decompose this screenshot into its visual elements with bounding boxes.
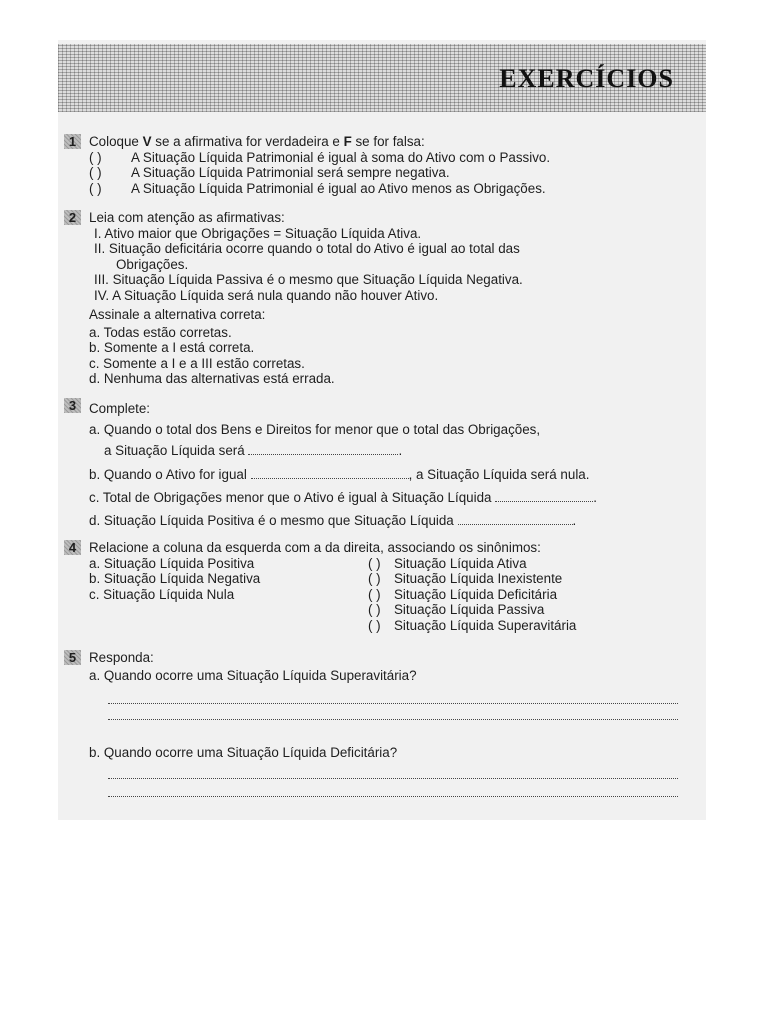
statement: Obrigações. <box>116 256 189 272</box>
fill-blank[interactable] <box>495 492 593 502</box>
question-number: 1 <box>64 134 81 149</box>
question-4 <box>64 540 704 633</box>
option[interactable]: b. Somente a I está correta. <box>89 340 255 355</box>
question-3 <box>64 398 704 531</box>
item-text: A Situação Líquida Patrimonial é igual ao Ativo menos as Obrigações. <box>131 180 546 196</box>
question-5b: b. Quando ocorre uma Situação Líquida Deficitária? <box>89 745 398 760</box>
punctuation: . <box>593 490 597 505</box>
tf-item <box>64 150 704 166</box>
item-text: Situação Líquida Passiva <box>394 602 545 617</box>
item-text: Situação Líquida Superavitária <box>394 617 577 633</box>
option[interactable]: d. Nenhuma das alternativas está errada. <box>89 371 335 386</box>
answer-line[interactable] <box>108 703 678 704</box>
option[interactable]: a. Todas estão corretas. <box>89 324 232 340</box>
answer-blank[interactable]: ( ) <box>89 180 102 196</box>
punctuation: . <box>398 443 403 458</box>
answer-line[interactable] <box>108 778 678 779</box>
left-column-item: b. Situação Líquida Negativa <box>89 571 261 586</box>
right-column <box>368 556 576 634</box>
statement: I. Ativo maior que Obrigações = Situação Líquida Ativa. <box>94 225 422 241</box>
answer-blank[interactable]: ( ) <box>368 617 381 633</box>
answer-blank[interactable]: ( ) <box>89 165 102 180</box>
item-text: c. Total de Obrigações menor que o Ativo é igual à Situação Líquida <box>89 490 492 505</box>
punctuation: . <box>572 513 577 528</box>
prompt-text: Complete: <box>89 401 151 416</box>
exercise-page <box>58 40 706 820</box>
prompt-text: se a afirmativa for verdadeira e <box>151 134 344 149</box>
question-number: 2 <box>64 210 81 225</box>
question-5a: a. Quando ocorre uma Situação Líquida Superavitária? <box>89 667 417 683</box>
item-text: a Situação Líquida será <box>104 443 245 458</box>
fill-blank[interactable] <box>251 469 409 479</box>
prompt-text: Leia com atenção as afirmativas: <box>89 210 285 225</box>
answer-blank[interactable]: ( ) <box>89 149 102 165</box>
item-text: d. Situação Líquida Positiva é o mesmo que Situação Líquida <box>89 513 454 528</box>
answer-line[interactable] <box>108 719 678 720</box>
tf-item <box>64 165 704 181</box>
item-text: Situação Líquida Inexistente <box>394 571 563 586</box>
question-number: 3 <box>64 398 81 413</box>
item-text: b. Quando o Ativo for igual <box>89 467 247 482</box>
tf-item <box>64 181 704 197</box>
item-text: Situação Líquida Deficitária <box>394 586 558 602</box>
statement: IV. A Situação Líquida será nula quando não houver Ativo. <box>94 287 439 303</box>
left-column-item: a. Situação Líquida Positiva <box>89 555 255 571</box>
item-text: Situação Líquida Ativa <box>394 555 527 571</box>
prompt-text: F <box>343 134 352 149</box>
prompt-text: V <box>142 134 152 149</box>
statement: III. Situação Líquida Passiva é o mesmo que Situação Líquida Negativa. <box>94 272 523 287</box>
question-5b-wrap <box>64 745 704 761</box>
answer-blank[interactable]: ( ) <box>368 602 381 617</box>
page-title: EXERCÍCIOS <box>499 64 674 93</box>
question-number: 4 <box>64 540 81 555</box>
instruction: Assinale a alternativa correta: <box>89 307 266 322</box>
answer-blank[interactable]: ( ) <box>368 586 381 602</box>
option[interactable]: c. Somente a I e a III estão corretas. <box>89 355 305 371</box>
item-text: A Situação Líquida Patrimonial será sempre negativa. <box>131 165 450 180</box>
item-text: , a Situação Líquida será nula. <box>408 467 590 482</box>
fill-blank[interactable] <box>248 445 398 455</box>
fill-blank[interactable] <box>458 515 573 525</box>
prompt-text: Coloque <box>89 134 143 149</box>
answer-blank[interactable]: ( ) <box>368 555 381 571</box>
answer-blank[interactable]: ( ) <box>368 571 381 586</box>
left-column-item: c. Situação Líquida Nula <box>89 586 235 602</box>
answer-line[interactable] <box>108 796 678 797</box>
question-5 <box>64 650 704 683</box>
completion-item-a: a. Quando o total dos Bens e Direitos for menor que o total das Obrigações, <box>89 422 541 437</box>
item-text: A Situação Líquida Patrimonial é igual à soma do Ativo com o Passivo. <box>131 149 551 165</box>
prompt-text: Relacione a coluna da esquerda com a da direita, associando os sinônimos: <box>89 540 541 555</box>
question-2 <box>64 210 704 387</box>
prompt-text: Responda: <box>89 650 154 665</box>
statement: II. Situação deficitária ocorre quando o total do Ativo é igual ao total das <box>94 241 520 256</box>
question-number: 5 <box>64 650 81 665</box>
prompt-text: se for falsa: <box>351 134 425 149</box>
header-banner <box>58 44 706 112</box>
question-1 <box>64 134 704 196</box>
